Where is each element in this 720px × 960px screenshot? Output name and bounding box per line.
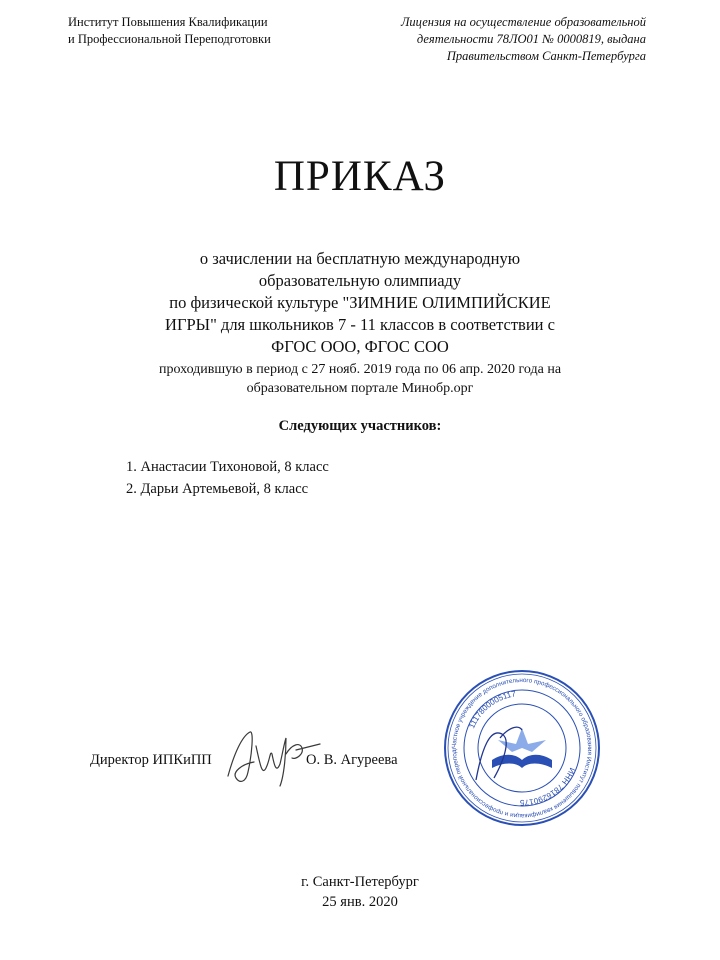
date: 25 янв. 2020 — [322, 894, 398, 910]
seal-ogrn-text: 1117800005117 — [467, 689, 517, 730]
city: г. Санкт-Петербург — [301, 874, 419, 890]
license-line-3: Правительством Санкт-Петербурга — [446, 49, 646, 63]
license-line-1: Лицензия на осуществление образовательной — [400, 15, 646, 29]
list-item: 2. Дарьи Артемьевой, 8 класс — [126, 481, 309, 497]
document-title: ПРИКАЗ — [273, 153, 447, 200]
period-line-2: образовательном портале Минобр.орг — [246, 381, 474, 396]
organization-seal — [442, 668, 602, 828]
signature-over-seal — [476, 727, 522, 780]
participants-heading: Следующих участников: — [278, 418, 442, 434]
seal-inn-text: ИНН 7816290175 — [519, 766, 577, 808]
place-and-date — [0, 872, 720, 912]
organization-name — [68, 14, 271, 48]
handwritten-signature — [220, 724, 330, 794]
list-item: 1. Анастасии Тихоновой, 8 класс — [126, 459, 329, 475]
organization-line-1: Институт Повышения Квалификации — [68, 15, 268, 29]
seal-outer-text: Частное учреждение дополнительного профессионального образования Институт повышения квалификации и профессиональной переподг — [450, 676, 594, 820]
director-name: О. В. Агуреева — [306, 752, 398, 768]
subject-line-2: образовательную олимпиаду — [258, 271, 462, 290]
order-subject — [100, 248, 620, 358]
organization-line-2: и Профессиональной Переподготовки — [68, 32, 271, 46]
period-line-1: проходившую в период с 27 нояб. 2019 года по 06 апр. 2020 года на — [158, 362, 562, 377]
subject-line-5: ФГОС ООО, ФГОС СОО — [271, 337, 449, 356]
license-info — [401, 14, 646, 65]
subject-line-1: о зачислении на бесплатную международную — [199, 249, 521, 268]
subject-line-3: по физической культуре "ЗИМНИЕ ОЛИМПИЙСКИЕ — [169, 293, 551, 312]
olympiad-period — [100, 360, 620, 398]
director-position: Директор ИПКиПП — [90, 752, 212, 768]
subject-line-4: ИГРЫ" для школьников 7 - 11 классов в соответствии с — [165, 315, 555, 334]
participants-list — [126, 456, 329, 500]
license-line-2: деятельности 78ЛО01 № 0000819, выдана — [416, 32, 646, 46]
